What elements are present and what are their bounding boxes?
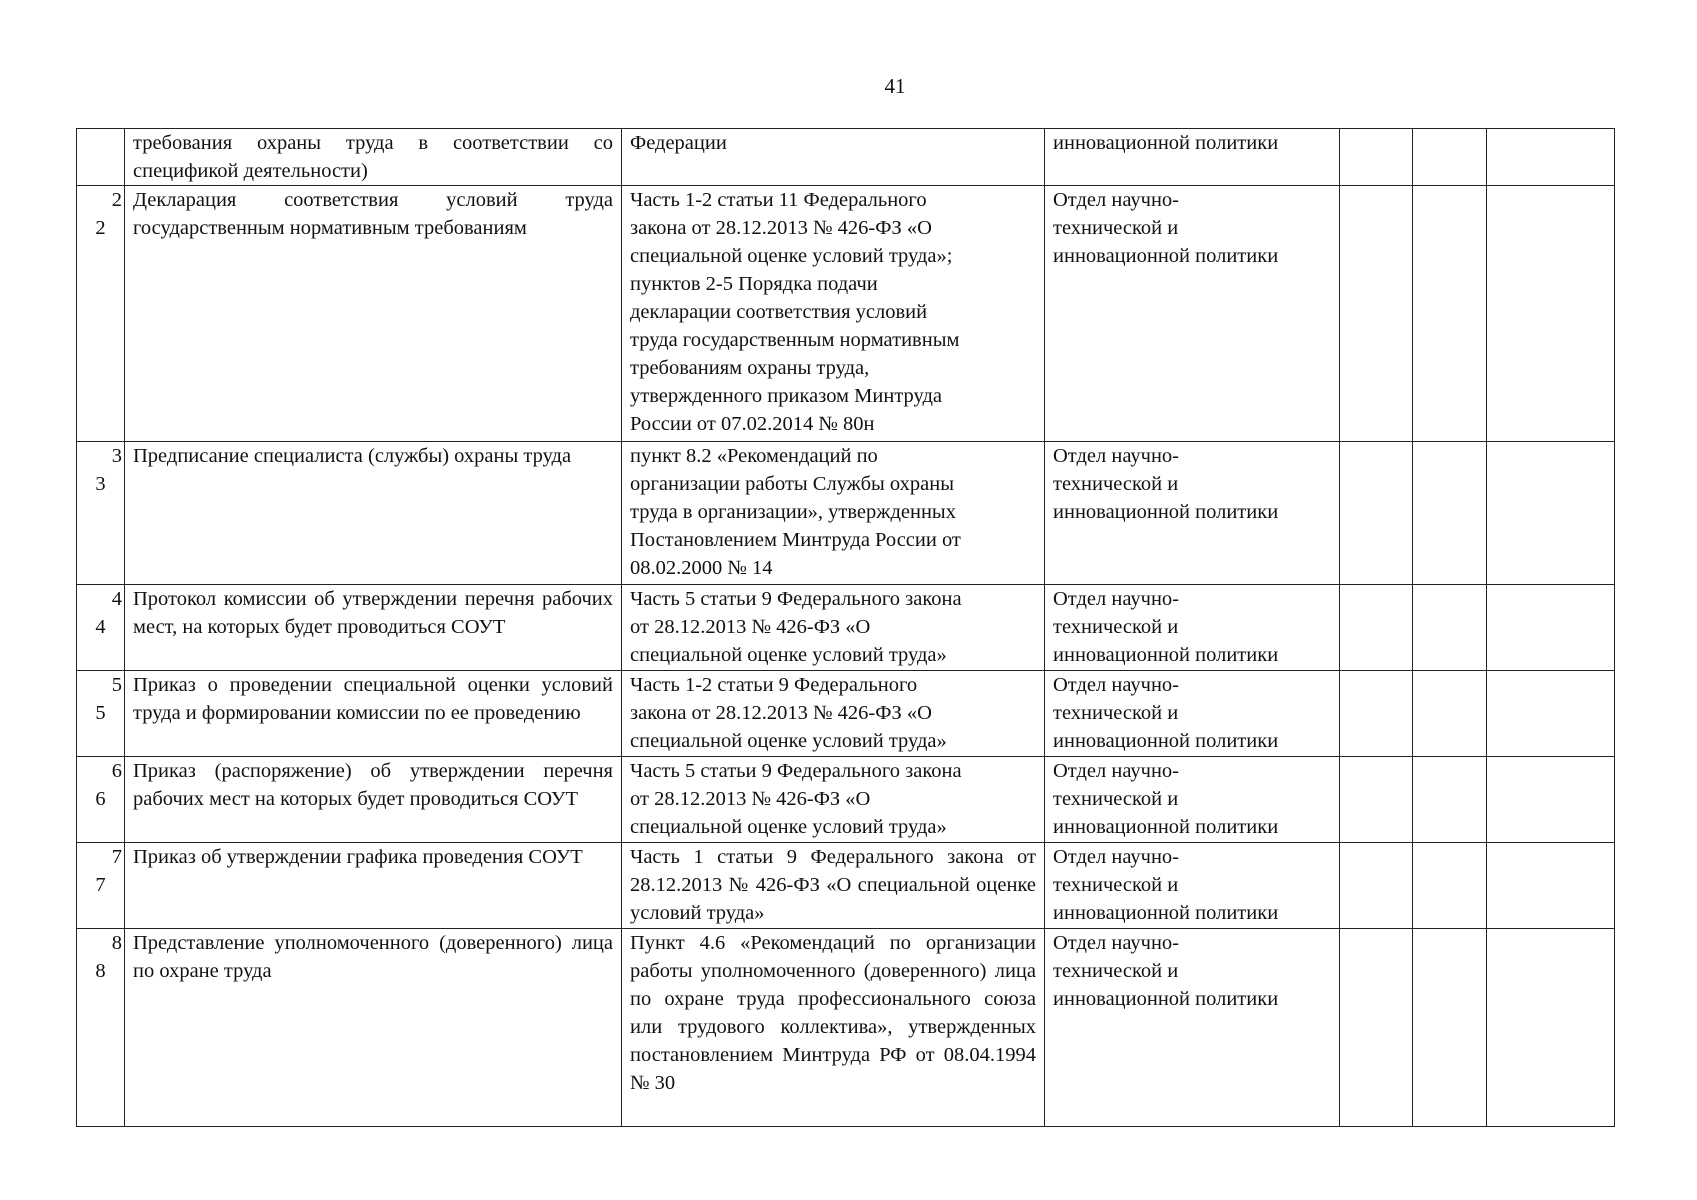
table-row (77, 671, 1615, 757)
row-number: 3 (95, 473, 106, 495)
department-cell: инновационной политики (1045, 129, 1340, 186)
row-number-cell (77, 929, 125, 1127)
empty-cell (1487, 671, 1615, 757)
legal-basis-cell: Часть 1-2 статьи 9 Федерального закона от 28.12.2013 № 426-ФЗ «О специальной оценке условий труда» (622, 671, 1045, 757)
empty-cell (1487, 929, 1615, 1127)
row-number-corner: 7 (111, 846, 122, 868)
document-name-cell: Представление уполномоченного (доверенного) лица по охране труда (125, 929, 622, 1127)
legal-basis-cell: пункт 8.2 «Рекомендаций по организации работы Службы охраны труда в организации», утвержденных Постановлением Минтруда России от 08.02.2000 № 14 (622, 442, 1045, 585)
legal-basis-cell: Часть 1-2 статьи 11 Федерального закона от 28.12.2013 № 426-ФЗ «О специальной оценке условий труда»; пунктов 2-5 Порядка подачи декларации соответствия условий труда государственным нормативным требованиям охраны труда, утвержденного приказом Минтруда России от 07.02.2014 № 80н (622, 186, 1045, 442)
document-table (76, 128, 1615, 1127)
department-cell: Отдел научно- технической и инновационной политики (1045, 671, 1340, 757)
table-row (77, 186, 1615, 442)
row-number-cell (77, 671, 125, 757)
document-name-cell: Предписание специалиста (службы) охраны труда (125, 442, 622, 585)
table-row (77, 757, 1615, 843)
table-row (77, 929, 1615, 1127)
row-number: 8 (95, 960, 106, 982)
department-cell: Отдел научно- технической и инновационной политики (1045, 757, 1340, 843)
department-cell: Отдел научно- технической и инновационной политики (1045, 843, 1340, 929)
empty-cell (1413, 843, 1487, 929)
row-number-corner: 5 (111, 674, 122, 696)
empty-cell (1340, 757, 1413, 843)
department-cell: Отдел научно- технической и инновационной политики (1045, 186, 1340, 442)
legal-basis-cell: Часть 5 статьи 9 Федерального закона от 28.12.2013 № 426-ФЗ «О специальной оценке условий труда» (622, 585, 1045, 671)
legal-basis-cell: Пункт 4.6 «Рекомендаций по организации работы уполномоченного (доверенного) лица по охране труда профессионального союза или трудового коллектива», утвержденных постановлением Минтруда РФ от 08.04.1994 № 30 (622, 929, 1045, 1127)
row-number-corner: 8 (111, 932, 122, 954)
row-number-cell (77, 442, 125, 585)
table-row (77, 442, 1615, 585)
row-number-corner: 4 (111, 588, 122, 610)
row-number: 2 (95, 217, 106, 239)
empty-cell (1413, 442, 1487, 585)
empty-cell (1340, 929, 1413, 1127)
document-name-cell: Приказ об утверждении графика проведения СОУТ (125, 843, 622, 929)
row-number-corner: 2 (111, 189, 122, 211)
empty-cell (1413, 671, 1487, 757)
department-cell: Отдел научно- технической и инновационной политики (1045, 929, 1340, 1127)
empty-cell (1487, 757, 1615, 843)
empty-cell (1340, 442, 1413, 585)
page-number: 41 (884, 74, 906, 98)
empty-cell (1340, 129, 1413, 186)
row-number-corner: 6 (111, 760, 122, 782)
row-number-cell (77, 585, 125, 671)
empty-cell (1340, 843, 1413, 929)
empty-cell (1487, 585, 1615, 671)
table-row (77, 843, 1615, 929)
legal-basis-cell: Часть 5 статьи 9 Федерального закона от 28.12.2013 № 426-ФЗ «О специальной оценке условий труда» (622, 757, 1045, 843)
empty-cell (1413, 129, 1487, 186)
empty-cell (1487, 129, 1615, 186)
department-cell: Отдел научно- технической и инновационной политики (1045, 585, 1340, 671)
row-number: 4 (95, 616, 106, 638)
table-row (77, 585, 1615, 671)
document-name-cell: требования охраны труда в соответствии со спецификой деятельности) (125, 129, 622, 186)
row-number-cell (77, 757, 125, 843)
department-cell: Отдел научно- технической и инновационной политики (1045, 442, 1340, 585)
row-number: 5 (95, 702, 106, 724)
empty-cell (1487, 186, 1615, 442)
empty-cell (1487, 442, 1615, 585)
empty-cell (1413, 585, 1487, 671)
empty-cell (1413, 186, 1487, 442)
row-number-corner: 3 (111, 445, 122, 467)
legal-basis-cell: Часть 1 статьи 9 Федерального закона от 28.12.2013 № 426-ФЗ «О специальной оценке условий труда» (622, 843, 1045, 929)
row-number-cell (77, 129, 125, 186)
document-name-cell: Декларация соответствия условий труда государственным нормативным требованиям (125, 186, 622, 442)
empty-cell (1413, 929, 1487, 1127)
document-name-cell: Приказ о проведении специальной оценки условий труда и формировании комиссии по ее проведению (125, 671, 622, 757)
row-number: 7 (95, 874, 106, 896)
row-number-cell (77, 186, 125, 442)
table-row (77, 129, 1615, 186)
empty-cell (1340, 186, 1413, 442)
document-name-cell: Приказ (распоряжение) об утверждении перечня рабочих мест на которых будет проводиться СОУТ (125, 757, 622, 843)
row-number-cell (77, 843, 125, 929)
legal-basis-cell: Федерации (622, 129, 1045, 186)
empty-cell (1340, 671, 1413, 757)
row-number: 6 (95, 788, 106, 810)
document-name-cell: Протокол комиссии об утверждении перечня рабочих мест, на которых будет проводиться СОУТ (125, 585, 622, 671)
empty-cell (1413, 757, 1487, 843)
empty-cell (1487, 843, 1615, 929)
empty-cell (1340, 585, 1413, 671)
